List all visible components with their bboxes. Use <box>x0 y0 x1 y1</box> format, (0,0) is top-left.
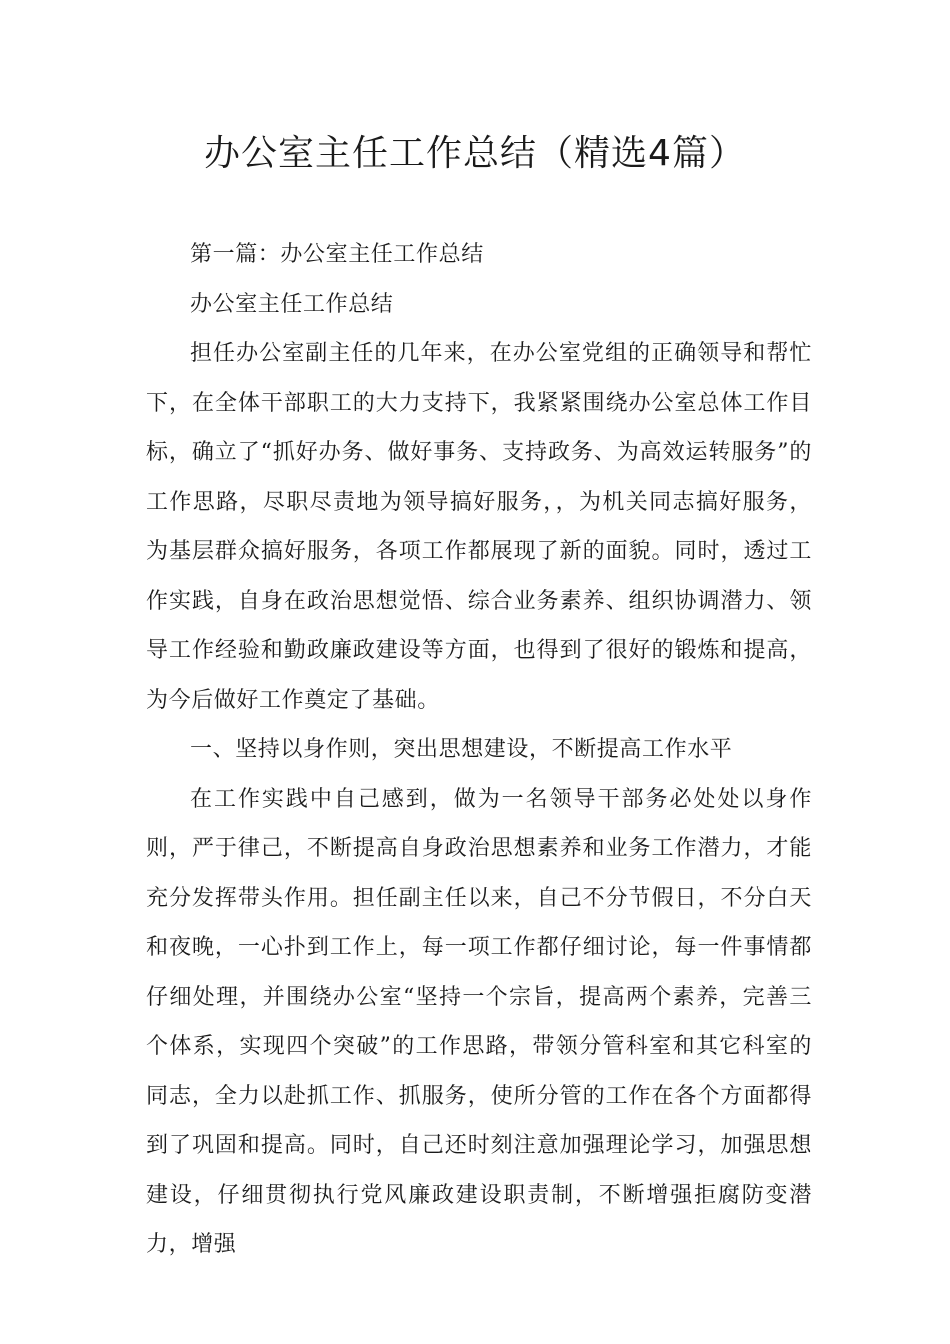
document-body <box>146 230 812 1270</box>
body-paragraph: 在工作实践中自己感到，做为一名领导干部务必处处以身作则，严于律己，不断提高自身政治思想素养和业务工作潜力，才能充分发挥带头作用。担任副主任以来，自己不分节假日，不分白天和夜晚，一心扑到工作上，每一项工作都仔细讨论，每一件事情都仔细处理，并围绕办公室“坚持一个宗旨，提高两个素养，完善三个体系，实现四个突破”的工作思路，带领分管科室和其它科室的同志，全力以赴抓工作、抓服务，使所分管的工作在各个方面都得到了巩固和提高。同时，自己还时刻注意加强理论学习，加强思想建设，仔细贯彻执行党风廉政建设职责制，不断增强拒腐防变潜力，增强 <box>146 786 812 1257</box>
subsection-heading: 办公室主任工作总结 <box>190 291 394 317</box>
section-heading: 第一篇：办公室主任工作总结 <box>190 242 484 267</box>
document-title: 办公室主任工作总结（精选4篇） <box>204 133 746 174</box>
body-paragraph: 担任办公室副主任的几年来，在办公室党组的正确领导和帮忙下，在全体干部职工的大力支持下，我紧紧围绕办公室总体工作目标，确立了“抓好办务、做好事务、支持政务、为高效运转服务”的工作思路，尽职尽责地为领导搞好服务，，为机关同志搞好服务，为基层群众搞好服务，各项工作都展现了新的面貌。同时，透过工作实践，自身在政治思想觉悟、综合业务素养、组织协调潜力、领导工作经验和勤政廉政建设等方面，也得到了很好的锻炼和提高，为今后做好工作奠定了基础。 <box>146 341 812 713</box>
point-heading: 一、坚持以身作则，突出思想建设，不断提高工作水平 <box>190 737 733 762</box>
